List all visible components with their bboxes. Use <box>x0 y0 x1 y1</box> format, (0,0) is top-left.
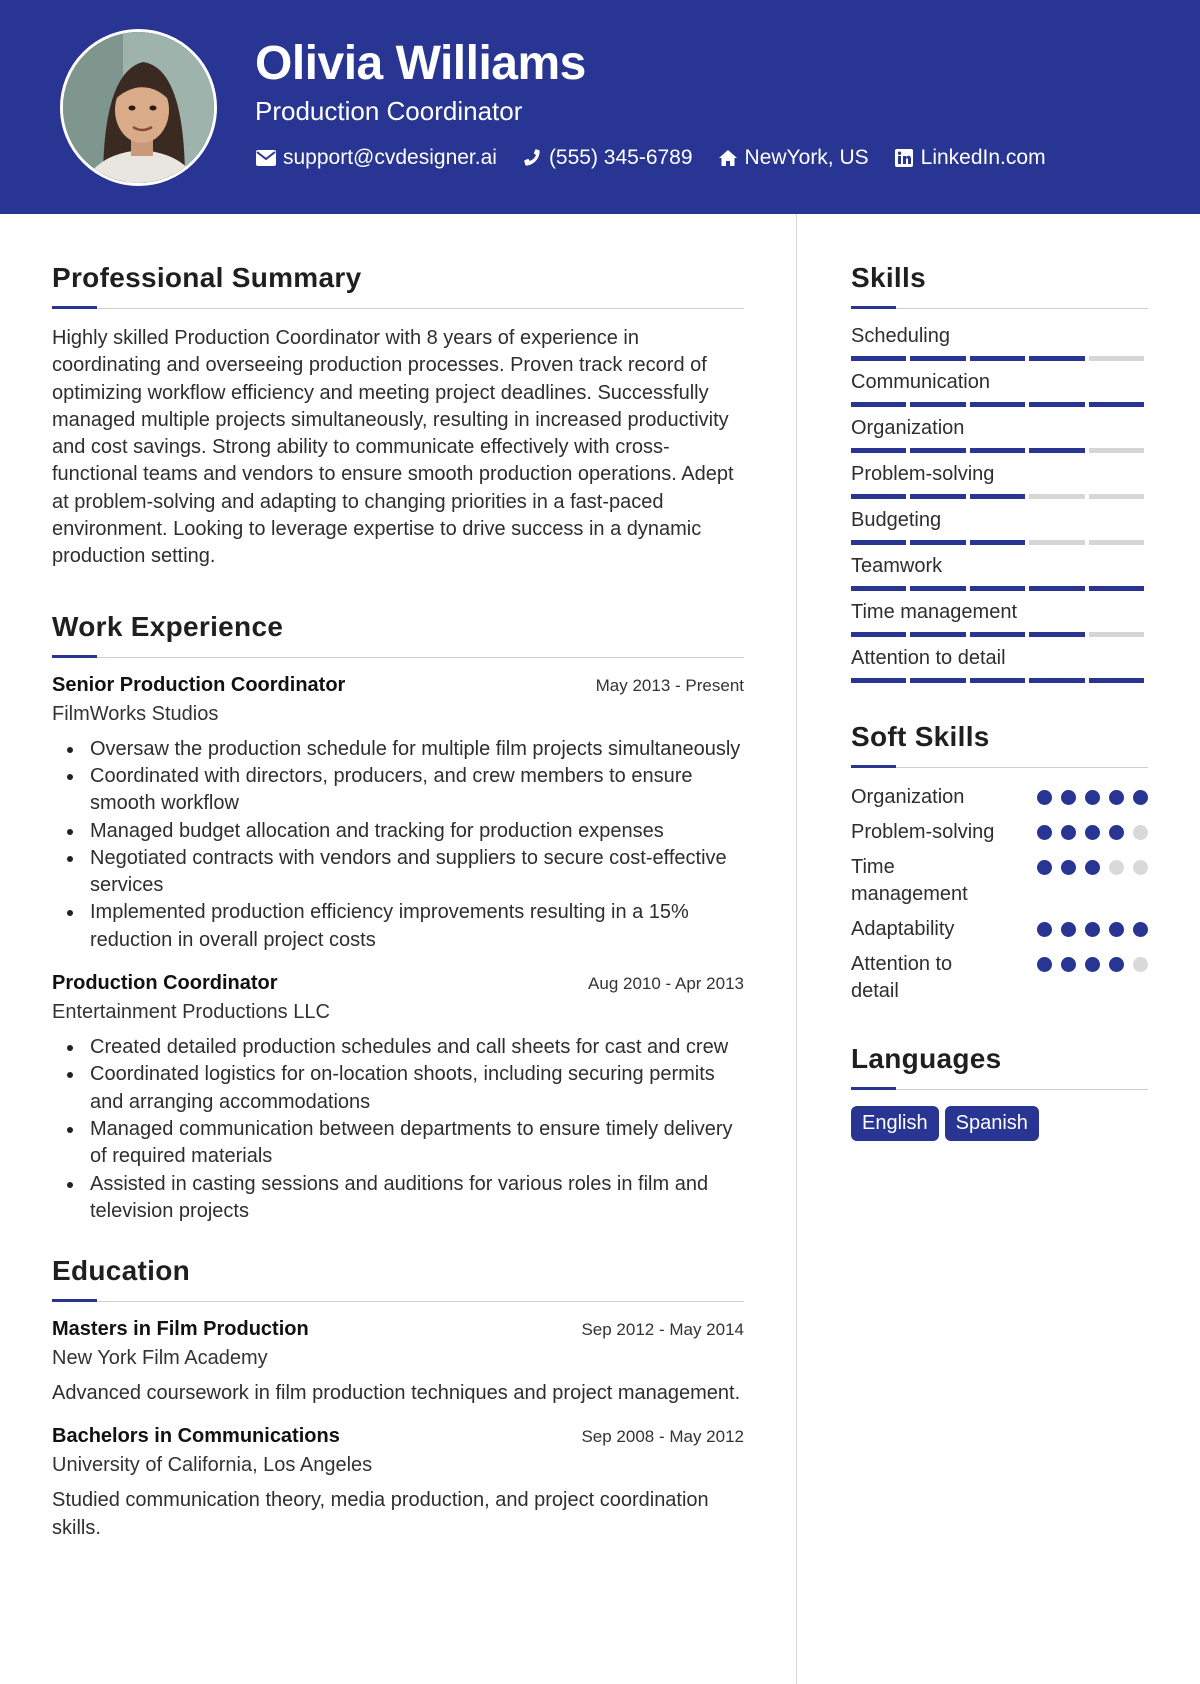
skills-list <box>851 325 1148 683</box>
skill-level-segment <box>851 586 906 591</box>
skill-level-segment <box>1029 632 1084 637</box>
education-entry <box>52 1425 744 1542</box>
skill-level-segment <box>851 356 906 361</box>
rating-dot <box>1133 860 1148 875</box>
skill-item <box>851 371 1148 407</box>
soft-skill-name: Time management <box>851 856 968 905</box>
job-bullet: Negotiated contracts with vendors and suppliers to secure cost-effective services <box>52 845 744 900</box>
skill-level-segment <box>1089 540 1144 545</box>
linkedin-icon <box>893 147 915 169</box>
skill-level-segment <box>910 494 965 499</box>
skill-level-segment <box>1089 678 1144 683</box>
skill-level-bar <box>851 356 1148 361</box>
languages-section <box>851 1043 1148 1141</box>
skill-level-bar <box>851 402 1148 407</box>
skill-level-segment <box>1029 586 1084 591</box>
job-bullet: Created detailed production schedules and call sheets for cast and crew <box>52 1034 744 1061</box>
job-company: Entertainment Productions LLC <box>52 1001 330 1024</box>
skill-level-segment <box>1029 402 1084 407</box>
language-badge: English <box>851 1106 939 1141</box>
languages-heading: Languages <box>851 1043 1002 1074</box>
summary-heading: Professional Summary <box>52 262 362 293</box>
skill-level-segment <box>910 402 965 407</box>
skill-item <box>851 417 1148 453</box>
skill-name: Budgeting <box>851 509 942 531</box>
skill-name: Scheduling <box>851 325 950 347</box>
skill-level-segment <box>851 632 906 637</box>
skill-level-segment <box>1029 356 1084 361</box>
soft-skills-heading: Soft Skills <box>851 721 990 752</box>
job-bullet: Managed budget allocation and tracking for production expenses <box>52 818 744 845</box>
job-bullet: Coordinated logistics for on-location shoots, including securing permits and arranging accommodations <box>52 1061 744 1116</box>
section-rule <box>851 765 1148 768</box>
job-bullet: Managed communication between departments to ensure timely delivery of required materials <box>52 1116 744 1171</box>
skill-level-segment <box>970 494 1025 499</box>
skill-level-bar <box>851 494 1148 499</box>
section-rule <box>851 1087 1148 1090</box>
section-rule <box>851 306 1148 309</box>
skill-item <box>851 463 1148 499</box>
resume-header <box>0 0 1200 214</box>
soft-skill-name: Problem-solving <box>851 821 995 843</box>
skill-level-segment <box>851 494 906 499</box>
skill-level-segment <box>1089 448 1144 453</box>
skill-level-segment <box>1089 356 1144 361</box>
skill-level-segment <box>970 402 1025 407</box>
school-name: New York Film Academy <box>52 1347 268 1370</box>
contact-email[interactable] <box>255 146 497 170</box>
candidate-title: Production Coordinator <box>255 96 523 126</box>
job-title: Senior Production Coordinator <box>52 673 346 696</box>
skill-name: Communication <box>851 371 990 393</box>
rating-dot <box>1061 790 1076 805</box>
job-bullet: Coordinated with directors, producers, and crew members to ensure smooth workflow <box>52 763 744 818</box>
phone-icon <box>521 147 543 169</box>
skill-level-bar <box>851 540 1148 545</box>
rating-dot <box>1085 922 1100 937</box>
skill-level-segment <box>910 448 965 453</box>
rating-dot <box>1061 922 1076 937</box>
contact-location-text: NewYork, US <box>744 146 869 169</box>
education-entry <box>52 1318 744 1407</box>
contact-email-text: support@cvdesigner.ai <box>283 146 497 169</box>
skill-level-bar <box>851 678 1148 683</box>
contact-location <box>717 146 869 170</box>
job-dates: Aug 2010 - Apr 2013 <box>588 974 744 994</box>
skill-level-segment <box>970 356 1025 361</box>
skill-level-segment <box>910 586 965 591</box>
summary-text: Highly skilled Production Coordinator with 8 years of experience in coordinating and overseeing production processes. Proven track record of optimizing workflow efficiency and meeting project deadlines. Successfully managed multiple projects simultaneously, resulting in increased productivity and cost savings. Strong ability to communicate effectively with cross-functional teams and vendors to ensure smooth production operations. Adept at problem-solving and adapting to changing priorities in a fast-paced environment. Looking to leverage expertise to drive success in a dynamic production setting. <box>52 327 734 568</box>
rating-dot <box>1109 860 1124 875</box>
soft-skill-item <box>851 819 1148 846</box>
skill-name: Organization <box>851 417 965 439</box>
skill-name: Attention to detail <box>851 647 1006 669</box>
skill-level-segment <box>851 402 906 407</box>
rating-dot <box>1133 790 1148 805</box>
job-dates: May 2013 - Present <box>595 675 744 695</box>
skill-name: Teamwork <box>851 555 943 577</box>
avatar <box>60 29 217 186</box>
skill-level-segment <box>970 540 1025 545</box>
skill-level-segment <box>1089 402 1144 407</box>
skill-level-segment <box>970 586 1025 591</box>
soft-skill-name: Organization <box>851 786 965 808</box>
skill-level-segment <box>1029 494 1084 499</box>
skill-level-bar <box>851 586 1148 591</box>
education-description: Studied communication theory, media production, and project coordination skills. <box>52 1489 709 1539</box>
job-bullets <box>52 1034 744 1225</box>
rating-dot <box>1085 957 1100 972</box>
rating-dot <box>1109 957 1124 972</box>
candidate-name: Olivia Williams <box>255 37 586 90</box>
education-dates: Sep 2012 - May 2014 <box>581 1320 744 1340</box>
soft-skill-rating <box>1028 860 1148 875</box>
skill-level-segment <box>1029 540 1084 545</box>
rating-dot <box>1085 825 1100 840</box>
rating-dot <box>1109 790 1124 805</box>
job-entry <box>52 674 744 954</box>
skill-level-segment <box>910 632 965 637</box>
skill-level-segment <box>910 540 965 545</box>
skill-level-segment <box>1089 494 1144 499</box>
job-bullet: Assisted in casting sessions and auditions for various roles in film and television projects <box>52 1171 744 1226</box>
language-list <box>851 1106 1148 1141</box>
skill-item <box>851 555 1148 591</box>
soft-skill-item <box>851 951 1148 1005</box>
contact-linkedin-text: LinkedIn.com <box>920 146 1046 169</box>
job-entry <box>52 972 744 1225</box>
section-rule <box>52 306 744 309</box>
soft-skill-rating <box>1028 922 1148 937</box>
skill-level-segment <box>970 448 1025 453</box>
summary-section <box>52 262 744 571</box>
education-heading: Education <box>52 1255 191 1287</box>
main-column <box>52 262 744 1560</box>
rating-dot <box>1037 922 1052 937</box>
rating-dot <box>1037 790 1052 805</box>
skill-level-segment <box>851 540 906 545</box>
rating-dot <box>1085 860 1100 875</box>
skill-name: Problem-solving <box>851 463 995 485</box>
rating-dot <box>1133 922 1148 937</box>
skill-level-segment <box>1029 448 1084 453</box>
column-divider <box>796 214 797 1684</box>
skill-item <box>851 647 1148 683</box>
job-company: FilmWorks Studios <box>52 702 219 725</box>
contact-linkedin[interactable] <box>893 146 1046 170</box>
skills-heading: Skills <box>851 262 926 293</box>
skill-level-bar <box>851 632 1148 637</box>
job-bullet: Oversaw the production schedule for multiple film projects simultaneously <box>52 736 744 763</box>
soft-skill-name: Adaptability <box>851 918 955 940</box>
skills-section <box>851 262 1148 683</box>
rating-dot <box>1109 825 1124 840</box>
section-rule <box>52 655 744 658</box>
rating-dot <box>1037 860 1052 875</box>
soft-skills-section <box>851 721 1148 1005</box>
rating-dot <box>1061 860 1076 875</box>
soft-skill-item <box>851 784 1148 811</box>
rating-dot <box>1037 825 1052 840</box>
contact-phone-text: (555) 345-6789 <box>548 146 693 169</box>
job-title: Production Coordinator <box>52 972 278 995</box>
skill-level-segment <box>1089 632 1144 637</box>
skill-level-segment <box>851 678 906 683</box>
skill-name: Time management <box>851 601 1017 623</box>
school-name: University of California, Los Angeles <box>52 1454 373 1477</box>
education-description: Advanced coursework in film production techniques and project management. <box>52 1382 741 1405</box>
rating-dot <box>1085 790 1100 805</box>
skill-level-segment <box>910 678 965 683</box>
contact-phone[interactable] <box>521 146 693 170</box>
rating-dot <box>1061 957 1076 972</box>
soft-skill-item <box>851 916 1148 943</box>
skill-item <box>851 509 1148 545</box>
experience-section <box>52 611 744 1225</box>
rating-dot <box>1109 922 1124 937</box>
soft-skill-rating <box>1028 790 1148 805</box>
education-section <box>52 1255 744 1542</box>
rating-dot <box>1037 957 1052 972</box>
soft-skill-rating <box>1028 825 1148 840</box>
degree-title: Masters in Film Production <box>52 1318 309 1341</box>
rating-dot <box>1061 825 1076 840</box>
skill-level-segment <box>910 356 965 361</box>
skill-item <box>851 325 1148 361</box>
sidebar-column <box>851 262 1148 1141</box>
home-icon <box>717 147 739 169</box>
soft-skill-name: Attention to detail <box>851 953 953 1002</box>
experience-heading: Work Experience <box>52 610 284 642</box>
contact-list <box>255 146 1070 170</box>
skill-level-segment <box>970 632 1025 637</box>
degree-title: Bachelors in Communications <box>52 1425 340 1448</box>
skill-level-bar <box>851 448 1148 453</box>
profile-photo <box>63 32 217 186</box>
skill-level-segment <box>1029 678 1084 683</box>
soft-skill-rating <box>1028 957 1148 972</box>
education-dates: Sep 2008 - May 2012 <box>581 1427 744 1447</box>
job-bullet: Implemented production efficiency improvements resulting in a 15% reduction in overall project costs <box>52 899 744 954</box>
skill-item <box>851 601 1148 637</box>
envelope-icon <box>255 147 277 169</box>
skill-level-segment <box>851 448 906 453</box>
soft-skill-item <box>851 854 1148 908</box>
language-badge: Spanish <box>945 1106 1039 1141</box>
section-rule <box>52 1299 744 1302</box>
rating-dot <box>1133 825 1148 840</box>
job-bullets <box>52 736 744 954</box>
skill-level-segment <box>970 678 1025 683</box>
skill-level-segment <box>1089 586 1144 591</box>
rating-dot <box>1133 957 1148 972</box>
